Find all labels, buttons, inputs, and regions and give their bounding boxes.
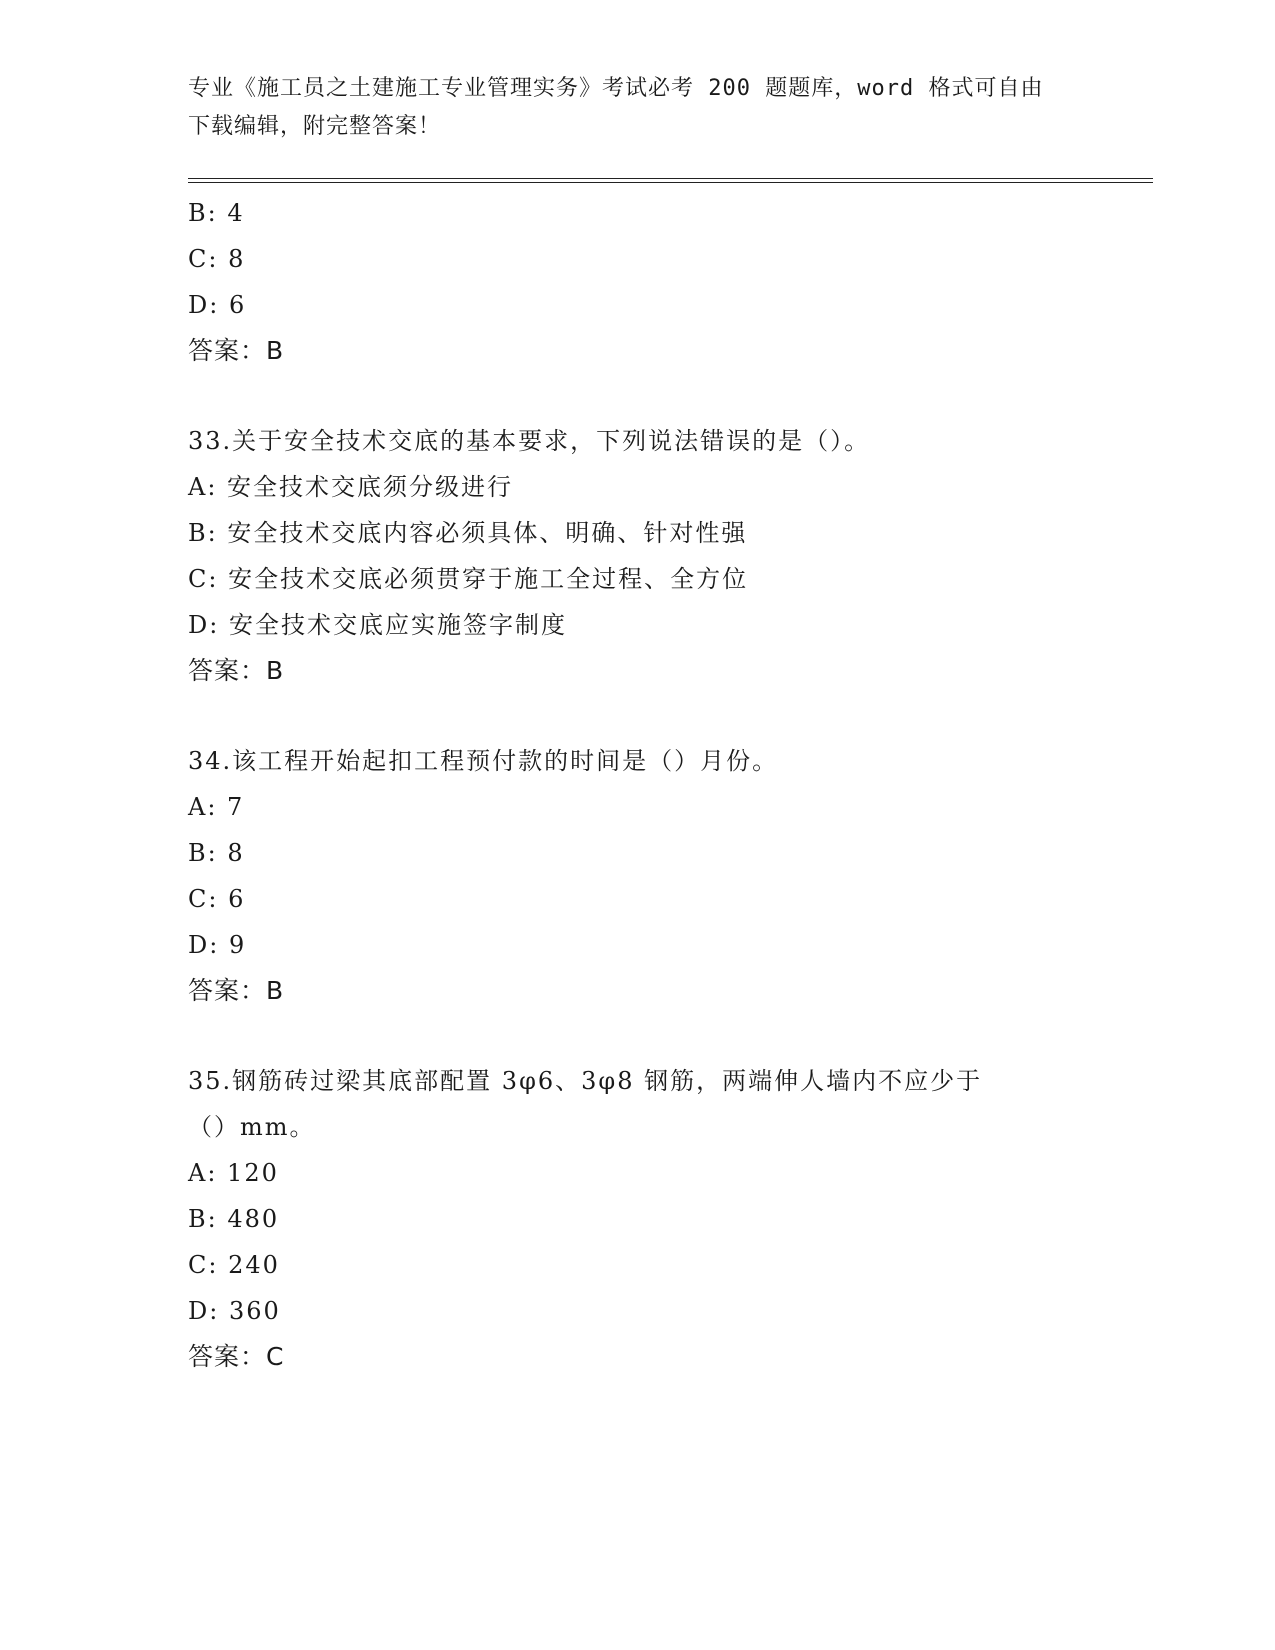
question-list xyxy=(188,190,1068,1380)
option-b: B: 480 xyxy=(188,1205,280,1233)
option-d: D: 360 xyxy=(188,1297,281,1325)
option-c: C: 安全技术交底必须贯穿于施工全过程、全方位 xyxy=(188,565,749,593)
header-divider-bottom xyxy=(188,182,1153,183)
header-line-2: 下载编辑，附完整答案！ xyxy=(188,114,442,139)
option-c: C: 6 xyxy=(188,885,246,913)
header-line-1: 专业《施工员之土建施工专业管理实务》考试必考 200 题题库，word 格式可自由 xyxy=(188,76,1044,101)
question-stem-line-2: （）mm。 xyxy=(188,1113,316,1141)
option-b: B: 安全技术交底内容必须具体、明确、针对性强 xyxy=(188,519,748,547)
question-33 xyxy=(188,418,1068,694)
header-divider-top xyxy=(188,178,1153,179)
answer: 答案：B xyxy=(188,976,285,1005)
answer: 答案：B xyxy=(188,336,285,365)
question-35 xyxy=(188,1058,1068,1380)
option-d: D: 9 xyxy=(188,931,247,959)
option-b: B: 8 xyxy=(188,839,245,867)
option-c: C: 240 xyxy=(188,1251,280,1279)
option-d: D: 安全技术交底应实施签字制度 xyxy=(188,611,567,639)
answer: 答案：B xyxy=(188,656,285,685)
question-32 xyxy=(188,190,1068,374)
spacer xyxy=(188,694,1068,738)
option-a: A: 7 xyxy=(188,793,245,821)
question-34 xyxy=(188,738,1068,1014)
option-d: D: 6 xyxy=(188,291,247,319)
option-c: C: 8 xyxy=(188,245,246,273)
option-a: A: 120 xyxy=(188,1159,279,1187)
document-header xyxy=(188,70,1088,146)
spacer xyxy=(188,374,1068,418)
question-stem-line-1: 35.钢筋砖过梁其底部配置 3φ6、3φ8 钢筋，两端伸人墙内不应少于 xyxy=(188,1067,983,1095)
option-a: A: 安全技术交底须分级进行 xyxy=(188,473,514,501)
question-stem: 34.该工程开始起扣工程预付款的时间是（）月份。 xyxy=(188,747,779,775)
answer: 答案：C xyxy=(188,1342,285,1371)
question-stem: 33.关于安全技术交底的基本要求，下列说法错误的是（）。 xyxy=(188,427,871,455)
option-b: B: 4 xyxy=(188,199,245,227)
spacer xyxy=(188,1014,1068,1058)
